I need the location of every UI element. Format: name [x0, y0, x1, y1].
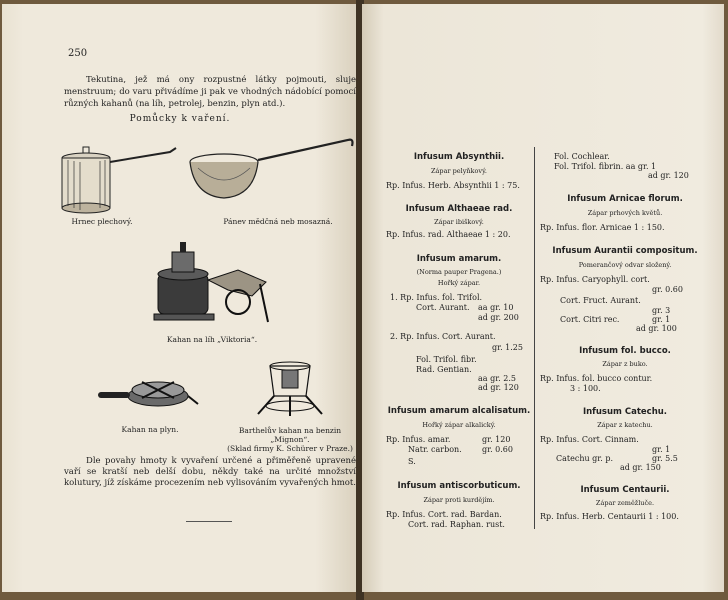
recipe-sub-aurantii: Pomerančový odvar složený. — [578, 261, 672, 269]
recipe-aurantii-line3: Cort. Fruct. Aurant. — [560, 296, 641, 305]
recipe-bucco-line1: Rp. Infus. fol. bucco contur. — [540, 374, 653, 383]
recipe-sub-amarum-2: Hořký zápar. — [437, 279, 481, 287]
recipe-title-amarum: Infusum amarum. — [416, 254, 502, 264]
recipe-title-catechu: Infusum Catechu. — [582, 407, 668, 417]
recipe-alcalisatum-line3: S. — [408, 457, 416, 466]
gas-burner-illustration — [94, 366, 204, 414]
recipe-sub-antiscorbuticum: Zápar proti kurdějím. — [423, 496, 495, 504]
left-page — [2, 4, 358, 592]
recipe-title-arnicae: Infusum Arnicae florum. — [567, 194, 683, 204]
recipe-aurantii-line6: ad gr. 100 — [636, 324, 677, 333]
section-subheading: Pomůcky k vaření. — [129, 114, 231, 124]
caption-benzin-burner-line3: (Sklad firmy K. Schürer v Praze.) — [227, 444, 353, 453]
caption-benzin-burner-line1: Barthelův kahan na benzin — [238, 426, 342, 435]
recipe-amarum-r1-line2-value: aa gr. 10 — [478, 303, 514, 312]
recipe-alcalisatum-line1: Rp. Infus. amar. — [386, 435, 451, 444]
recipe-amarum-r1-line2: Cort. Aurant. — [416, 303, 470, 312]
recipe-catechu-line4: ad gr. 150 — [620, 463, 661, 472]
recipe-rp-arnicae: Rp. Infus. flor. Arnicae 1 : 150. — [540, 223, 665, 232]
recipe-cochlear-line3: ad gr. 120 — [648, 171, 689, 180]
recipe-catechu-line1: Rp. Infus. Cort. Cinnam. — [540, 435, 639, 444]
recipe-catechu-line3-value: gr. 5.5 — [652, 454, 678, 463]
recipe-antiscorbuticum-line1: Rp. Infus. Cort. rad. Bardan. — [386, 510, 502, 519]
recipe-aurantii-line1: Rp. Infus. Caryophyll. cort. — [540, 275, 650, 284]
intro-paragraph: Tekutina, jež má ony rozpustné látky pojmouti, sluje menstruum; do varu přivádíme ji pak ve vhodných nádobící pomocí různých kahanů (na líh, petrolej, benzin, plyn atd.). — [64, 75, 356, 109]
recipe-sub-althaeae: Zápar ibiškový. — [434, 218, 484, 226]
caption-alcohol-burner: Kahan na líh „Viktoria“. — [166, 335, 258, 344]
recipe-amarum-r2-line4: Rad. Gentian. — [416, 365, 472, 374]
recipe-amarum-r2-line6: ad gr. 120 — [478, 383, 519, 392]
recipe-title-bucco: Infusum fol. bucco. — [579, 346, 671, 356]
benzin-burner-illustration — [250, 356, 330, 420]
recipe-bucco-line2: 3 : 100. — [570, 384, 601, 393]
recipe-amarum-r2-line2: gr. 1.25 — [492, 343, 523, 352]
recipe-aurantii-line2: gr. 0.60 — [652, 285, 683, 294]
recipe-alcalisatum-line2-value: gr. 0.60 — [482, 445, 513, 454]
recipe-rp-centaurii: Rp. Infus. Herb. Centaurii 1 : 100. — [540, 512, 679, 521]
recipe-sub-centaurii: Zápar zeměžluče. — [595, 499, 655, 507]
recipe-cochlear-line1: Fol. Cochlear. — [554, 152, 610, 161]
recipe-sub-absynthii: Zápar pelyňkový. — [431, 167, 487, 175]
caption-pan: Pánev mědčná neb mosazná. — [223, 217, 333, 226]
recipe-aurantii-line5: Cort. Citri rec. — [560, 315, 620, 324]
caption-gas-burner: Kahan na plyn. — [121, 425, 179, 434]
recipe-title-antiscorbuticum: Infusum antiscorbuticum. — [397, 481, 521, 491]
recipe-rp-absynthii: Rp. Infus. Herb. Absynthii 1 : 75. — [386, 181, 520, 190]
recipe-amarum-r2-line1: 2. Rp. Infus. Cort. Aurant. — [390, 332, 496, 341]
closing-paragraph: Dle povahy hmoty k vyvaření určené a přiměřeně upravené vaří se kratší neb delší dobu, někdy také na určité množství kolutury, jíž získáme procezením neb vylisováním vyvařených hmot. — [64, 456, 357, 488]
recipe-cochlear-line2: Fol. Trifol. fibrin. aa gr. 1 — [554, 162, 657, 171]
recipe-sub-amarum-1: (Norma pauper Pragena.) — [416, 268, 502, 276]
tin-pot-illustration — [58, 144, 184, 214]
recipe-title-aurantii: Infusum Aurantii compositum. — [552, 246, 698, 256]
recipe-alcalisatum-line2: Natr. carbon. — [408, 445, 462, 454]
alcohol-burner-illustration — [148, 240, 278, 330]
page-number: 250 — [68, 48, 88, 59]
copper-pan-illustration — [188, 134, 358, 204]
recipe-amarum-r2-line3: Fol. Trifol. fibr. — [416, 355, 477, 364]
recipe-catechu-line3: Catechu gr. p. — [556, 454, 613, 463]
column-divider — [534, 147, 535, 529]
recipe-amarum-r1-line3: ad gr. 200 — [478, 313, 519, 322]
recipe-sub-alcalisatum: Hořký zápar alkalický. — [422, 421, 496, 429]
recipe-title-althaeae: Infusum Althaeae rad. — [405, 204, 513, 214]
recipe-alcalisatum-line1-value: gr. 120 — [482, 435, 511, 444]
recipe-sub-catechu: Zápar z katechu. — [597, 421, 653, 429]
caption-pot: Hrnec plechový. — [71, 217, 133, 226]
recipe-aurantii-line5-value: gr. 1 — [652, 315, 671, 324]
recipe-title-centaurii: Infusum Centaurii. — [580, 485, 670, 495]
recipe-sub-arnicae: Zápar prhových květů. — [587, 209, 663, 217]
recipe-amarum-r2-line5: aa gr. 2.5 — [478, 374, 516, 383]
recipe-rp-althaeae: Rp. Infus. rad. Althaeae 1 : 20. — [386, 230, 511, 239]
recipe-title-absynthii: Infusum Absynthii. — [413, 152, 505, 162]
section-rule — [186, 521, 232, 522]
recipe-title-alcalisatum: Infusum amarum alcalisatum. — [387, 406, 531, 416]
recipe-sub-bucco: Zápar z buko. — [602, 360, 648, 368]
recipe-antiscorbuticum-line2: Cort. rad. Raphan. rust. — [408, 520, 505, 529]
recipe-amarum-r1-line1: 1. Rp. Infus. fol. Trifol. — [390, 293, 483, 302]
right-page — [362, 4, 724, 592]
recipe-catechu-line2: gr. 1 — [652, 445, 671, 454]
recipe-aurantii-line4: gr. 3 — [652, 306, 671, 315]
caption-benzin-burner-line2: „Mignon“. — [270, 435, 310, 444]
